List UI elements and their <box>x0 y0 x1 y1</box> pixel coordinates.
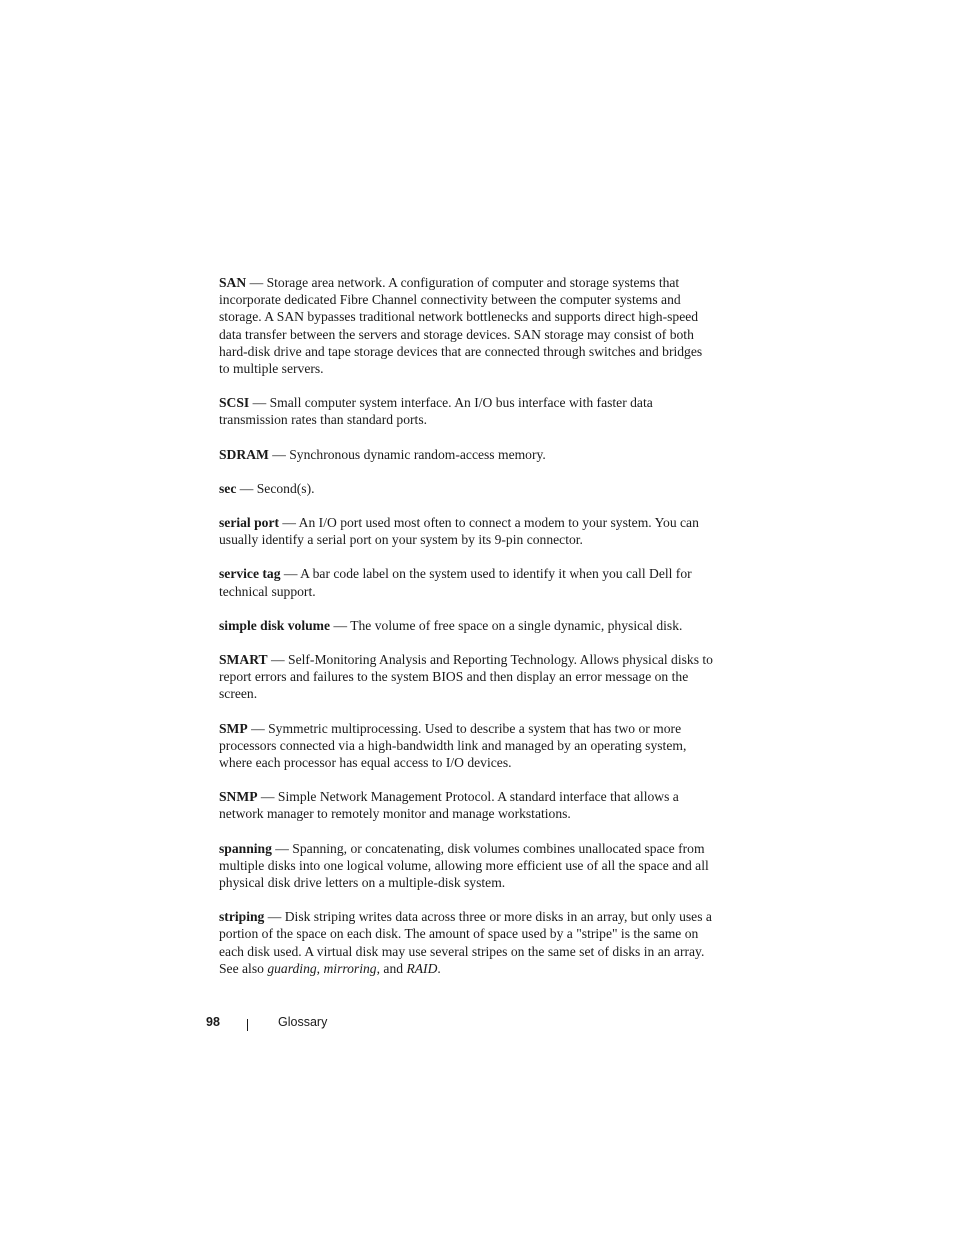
glossary-definition: The volume of free space on a single dynamic, physical disk. <box>350 617 683 633</box>
cross-reference-raid: RAID <box>406 960 438 976</box>
page-number: 98 <box>206 1015 220 1029</box>
glossary-term: SAN <box>219 275 247 290</box>
term-separator: — <box>280 566 301 582</box>
cross-reference-guarding: guarding <box>267 960 317 976</box>
term-separator: — <box>246 275 267 290</box>
glossary-definition: Synchronous dynamic random-access memory. <box>289 446 546 462</box>
glossary-entry-smart <box>219 651 714 703</box>
glossary-entry-simple-disk-volume <box>219 617 714 634</box>
glossary-definition: Symmetric multiprocessing. Used to describe a system that has two or more processors connected via a high-bandwidth link and managed by an operating system, where each processor has equal access to I/O devices. <box>219 720 687 771</box>
glossary-term: spanning <box>219 840 272 856</box>
term-separator: — <box>267 652 289 668</box>
glossary-definition: Disk striping writes data across three or more disks in an array, but only uses a portion of the space on each disk. The amount of space used by a "stripe" is the same on each disk used. A virtual disk may use several stripes on the same set of disks in an array. See also <box>219 909 712 976</box>
glossary-term: sec <box>219 480 237 496</box>
glossary-definition: Self-Monitoring Analysis and Reporting Technology. Allows physical disks to report errors and failures to the system BIOS and then display an error message on the screen. <box>219 652 713 702</box>
glossary-term: service tag <box>219 566 281 582</box>
glossary-term: SCSI <box>219 395 250 411</box>
glossary-term: SMP <box>219 720 248 736</box>
term-separator: — <box>249 395 270 411</box>
glossary-entry-scsi <box>219 394 714 428</box>
term-separator: — <box>247 720 269 736</box>
reference-comma: , <box>316 960 324 976</box>
glossary-entry-spanning <box>219 840 714 892</box>
term-separator: — <box>264 909 285 925</box>
glossary-definition: Storage area network. A configuration of computer and storage systems that incorporate dedicated Fibre Channel connectivity between the computer systems and storage. A SAN bypasses traditional network bottlenecks and supports direct high-speed data transfer between the servers and storage devices. SAN storage may consist of both hard-disk drive and tape storage devices that are connected through switches and bridges to multiple servers. <box>219 275 703 377</box>
term-separator: — <box>330 617 351 633</box>
glossary-entry-san <box>219 274 714 377</box>
glossary-content <box>219 274 714 994</box>
glossary-definition: Spanning, or concatenating, disk volumes combines unallocated space from multiple disks into one logical volume, allowing more efficient use of all the space and all physical disk drive letters on a multiple-disk system. <box>219 840 709 891</box>
glossary-term: SDRAM <box>219 446 269 462</box>
glossary-term: SNMP <box>219 789 258 805</box>
glossary-term: SMART <box>219 652 268 668</box>
glossary-definition: Simple Network Management Protocol. A standard interface that allows a network manager to remotely monitor and manage workstations. <box>219 789 679 822</box>
term-separator: — <box>257 789 278 805</box>
glossary-definition: Second(s). <box>256 480 315 496</box>
glossary-entry-sdram <box>219 446 714 463</box>
glossary-entry-striping <box>219 908 714 977</box>
footer-divider <box>247 1019 248 1031</box>
glossary-definition: Small computer system interface. An I/O bus interface with faster data transmission rates than standard ports. <box>219 395 653 428</box>
glossary-definition: A bar code label on the system used to identify it when you call Dell for technical support. <box>219 566 692 599</box>
glossary-entry-smp <box>219 720 714 772</box>
glossary-term: striping <box>219 909 265 925</box>
term-separator: — <box>279 515 299 531</box>
glossary-entry-service-tag <box>219 565 714 599</box>
glossary-entry-sec <box>219 480 714 497</box>
reference-end: . <box>437 960 441 976</box>
glossary-definition: An I/O port used most often to connect a modem to your system. You can usually identify a serial port on your system by its 9-pin connector. <box>219 515 699 548</box>
cross-reference-mirroring: mirroring <box>323 960 377 976</box>
reference-and: , and <box>376 960 407 976</box>
section-name: Glossary <box>278 1015 328 1029</box>
term-separator: — <box>236 480 257 496</box>
term-separator: — <box>268 446 290 462</box>
term-separator: — <box>271 840 293 856</box>
glossary-entry-serial-port <box>219 514 714 548</box>
glossary-entry-snmp <box>219 788 714 822</box>
glossary-term: simple disk volume <box>219 617 331 633</box>
glossary-term: serial port <box>219 515 280 531</box>
page-footer <box>206 1015 506 1033</box>
